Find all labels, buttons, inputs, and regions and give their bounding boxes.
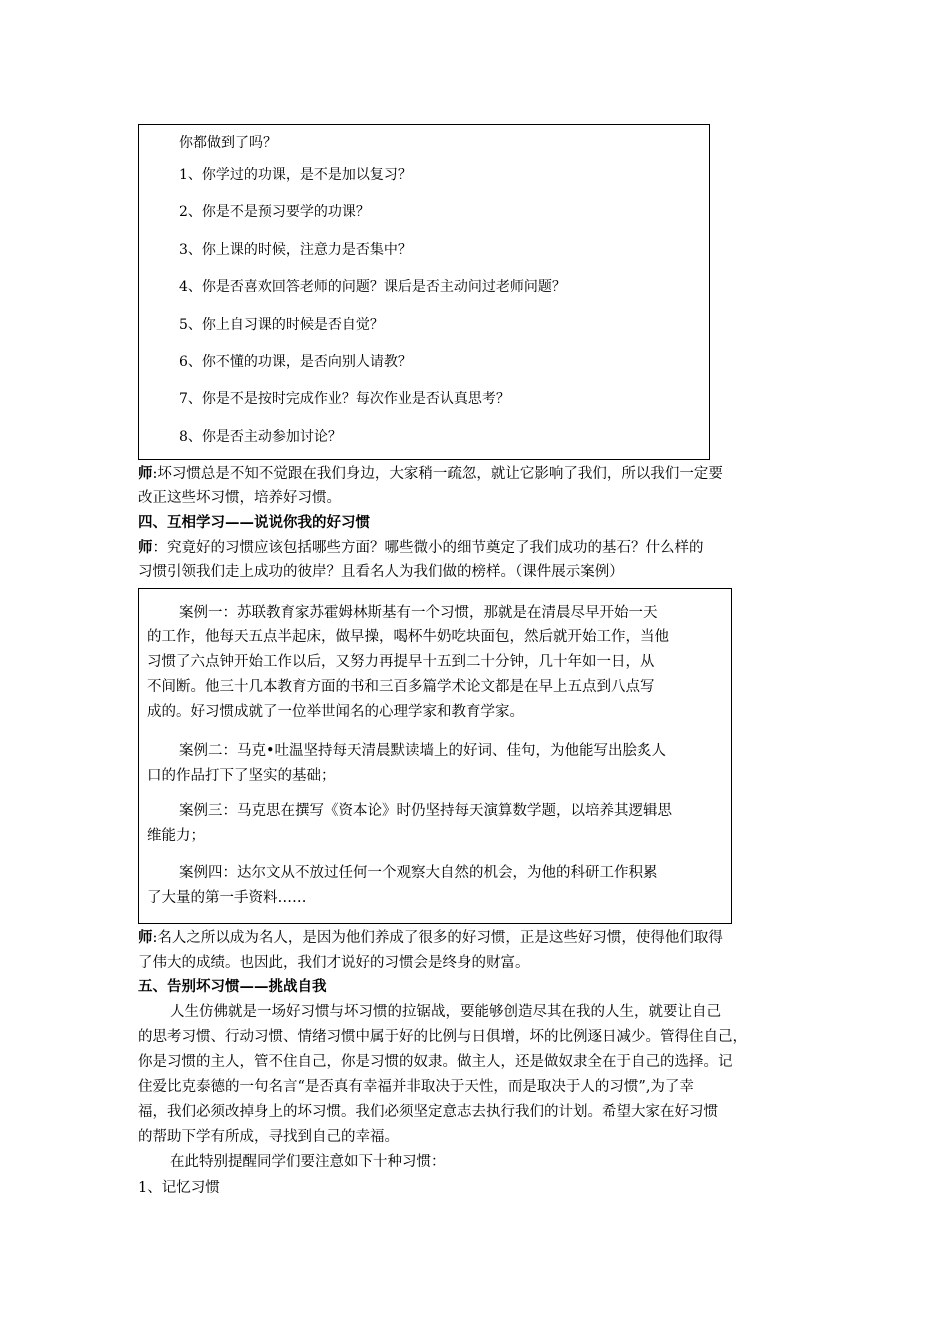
teacher-paragraph-2-cont: 习惯引领我们走上成功的彼岸？且看名人为我们做的榜样。（课件展示案例） [138, 564, 624, 580]
checklist-item: 4、你是否喜欢回答老师的问题？课后是否主动问过老师问题？ [179, 279, 566, 295]
body-paragraph-line: 你是习惯的主人，管不住自己，你是习惯的奴隶。做主人，还是做奴隶全在于自己的选择。记 [138, 1054, 733, 1070]
checklist-item: 8、你是否主动参加讨论？ [179, 429, 342, 445]
body-paragraph-line: 福，我们必须改掉身上的坏习惯。我们必须坚定意志去执行我们的计划。希望大家在好习惯 [138, 1104, 718, 1120]
case-3-line: 维能力； [147, 828, 205, 844]
teacher-paragraph-3-cont: 了伟大的成绩。也因此，我们才说好的习惯会是终身的财富。 [138, 955, 530, 971]
case-2-line: 案例二：马克•吐温坚持每天清晨默读墙上的好词、佳句，为他能写出脍炙人 [179, 743, 667, 759]
speaker-label: 师 [138, 465, 153, 482]
section-heading-5: 五、告别坏习惯——挑战自我 [138, 978, 327, 995]
body-paragraph-line: 的思考习惯、行动习惯、情绪习惯中属于好的比例与日俱增，坏的比例逐日减少。管得住自己， [138, 1029, 747, 1045]
list-item-1: 1、记忆习惯 [138, 1180, 220, 1196]
case-1-line: 不间断。他三十几本教育方面的书和三百多篇学术论文都是在早上五点到八点写 [147, 679, 655, 695]
case-3-line: 案例三：马克思在撰写《资本论》时仍坚持每天演算数学题，以培养其逻辑思 [179, 803, 672, 819]
checklist-item: 7、你是不是按时完成作业？每次作业是否认真思考？ [179, 391, 510, 407]
case-1-line: 成的。好习惯成就了一位举世闻名的心理学家和教育学家。 [147, 704, 524, 720]
section-heading-4: 四、互相学习——说说你我的好习惯 [138, 514, 370, 531]
body-paragraph-line: 住爱比克泰德的一句名言“是否真有幸福并非取决于天性，而是取决于人的习惯”,为了幸 [138, 1079, 694, 1095]
body-paragraph-line: 人生仿佛就是一场好习惯与坏习惯的拉锯战，要能够创造尽其在我的人生，就要让自己 [170, 1004, 721, 1020]
case-2-line: 口的作品打下了坚实的基础； [147, 768, 336, 784]
speaker-label: 师 [138, 539, 153, 556]
case-1-line: 的工作，他每天五点半起床，做早操，喝杯牛奶吃块面包，然后就开始工作，当他 [147, 629, 669, 645]
teacher-paragraph-3: 师:名人之所以成为名人，是因为他们养成了很多的好习惯，正是这些好习惯，使得他们取得 [138, 929, 723, 946]
teacher-paragraph-2: 师：究竟好的习惯应该包括哪些方面？哪些微小的细节奠定了我们成功的基石？什么样的 [138, 539, 704, 556]
case-4-line: 案例四：达尔文从不放过任何一个观察大自然的机会，为他的科研工作积累 [179, 865, 658, 881]
speaker-label: 师 [138, 929, 153, 946]
case-1-line: 习惯了六点钟开始工作以后，又努力再提早十五到二十分钟，几十年如一日，从 [147, 654, 655, 670]
reminder-paragraph: 在此特别提醒同学们要注意如下十种习惯： [170, 1154, 446, 1170]
checklist-title: 你都做到了吗？ [179, 135, 277, 151]
checklist-item: 6、你不懂的功课，是否向别人请教？ [179, 354, 412, 370]
checklist-box [138, 124, 710, 460]
case-1-line: 案例一：苏联教育家苏霍姆林斯基有一个习惯，那就是在清晨尽早开始一天 [179, 605, 658, 621]
checklist-item: 5、你上自习课的时候是否自觉？ [179, 317, 384, 333]
checklist-item: 2、你是不是预习要学的功课？ [179, 204, 370, 220]
teacher-paragraph-1: 师:坏习惯总是不知不觉跟在我们身边，大家稍一疏忽，就让它影响了我们，所以我们一定要 [138, 465, 723, 482]
case-4-line: 了大量的第一手资料…… [147, 890, 307, 906]
checklist-item: 1、你学过的功课，是不是加以复习？ [179, 167, 412, 183]
body-paragraph-line: 的帮助下学有所成，寻找到自己的幸福。 [138, 1129, 399, 1145]
checklist-item: 3、你上课的时候，注意力是否集中？ [179, 242, 412, 258]
teacher-paragraph-1-cont: 改正这些坏习惯，培养好习惯。 [138, 490, 341, 506]
cases-box [138, 588, 732, 924]
